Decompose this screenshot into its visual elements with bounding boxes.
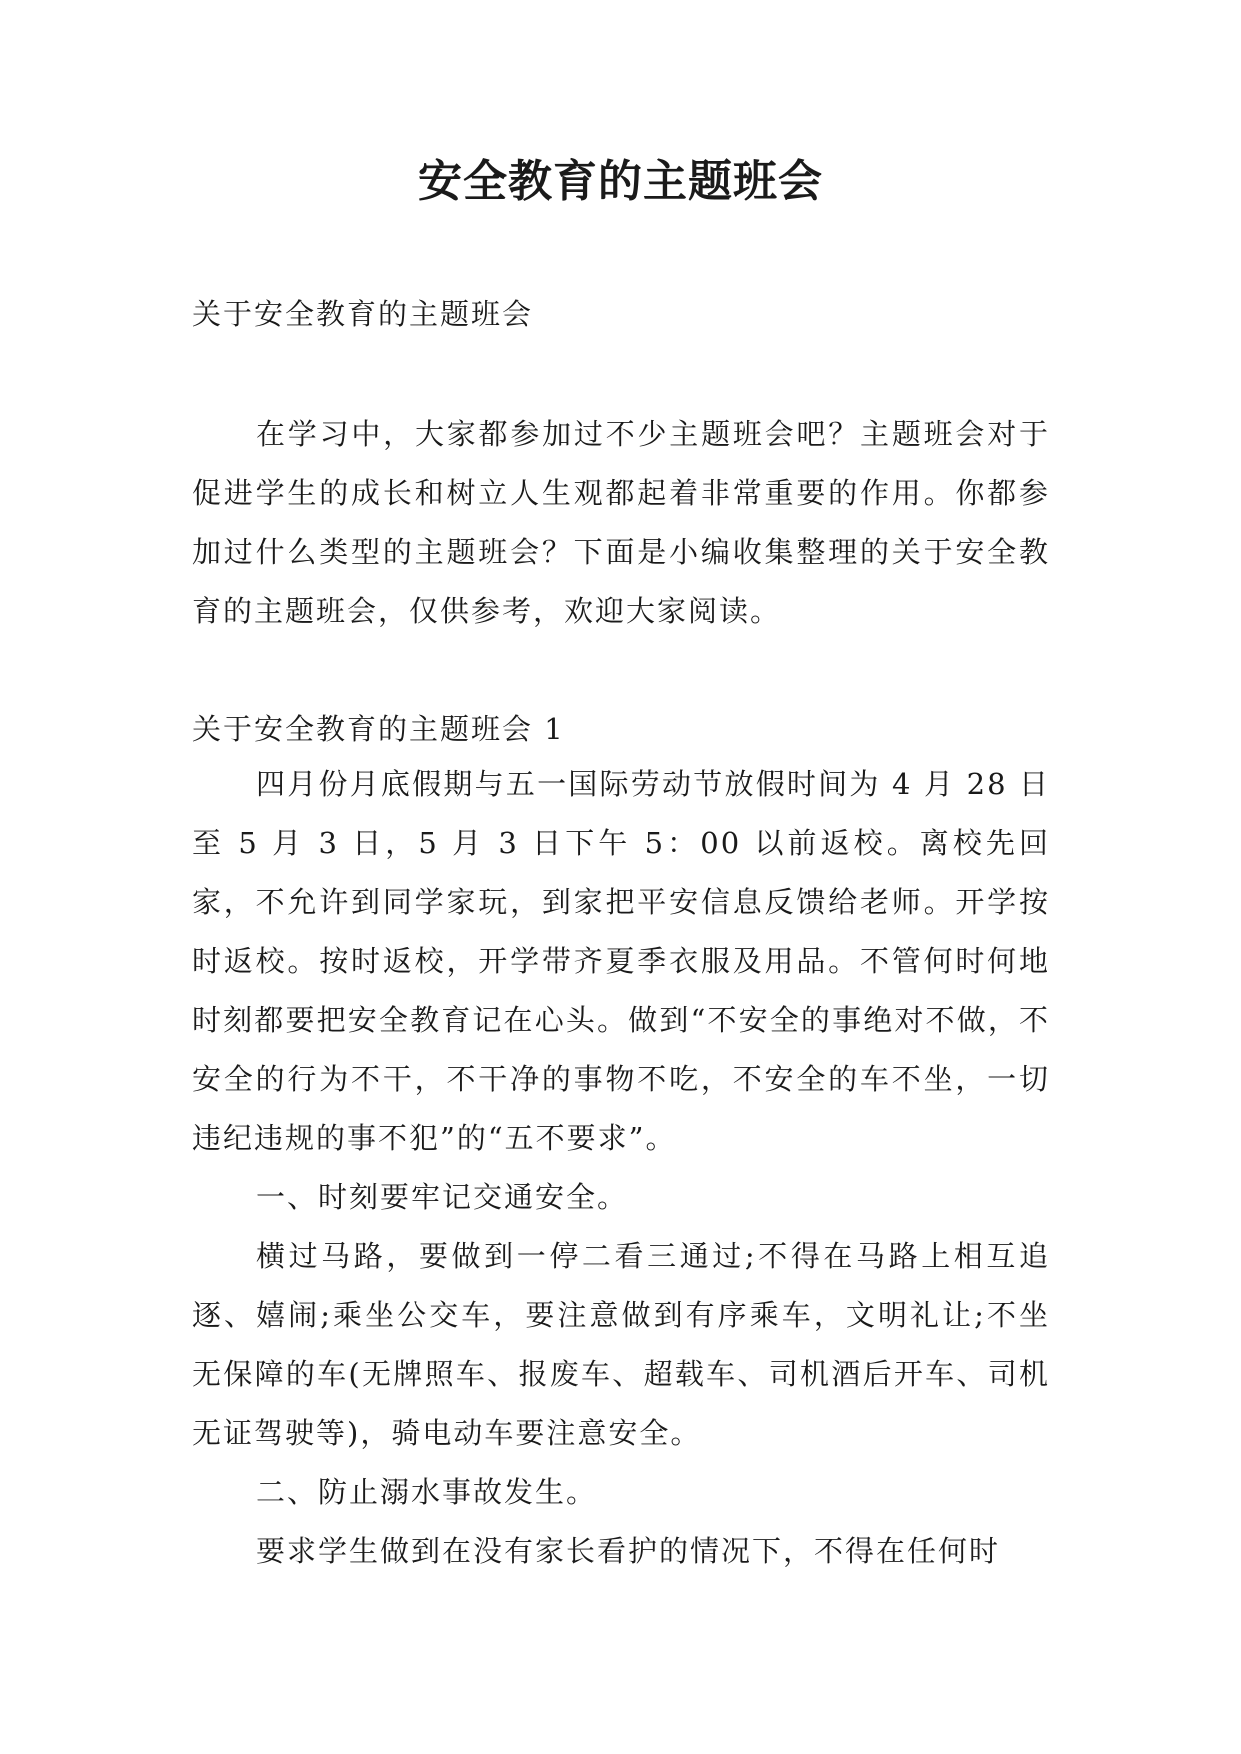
paragraph-drowning-heading: 二、防止溺水事故发生。 (256, 1475, 598, 1509)
section-heading: 关于安全教育的主题班会 1 (192, 712, 565, 746)
paragraph-drowning-rules: 要求学生做到在没有家长看护的情况下，不得在任何时 (256, 1534, 1001, 1568)
intro-paragraph-block (192, 405, 1050, 641)
content-block (192, 755, 1050, 1581)
document-title: 安全教育的主题班会 (418, 156, 823, 207)
document-subtitle: 关于安全教育的主题班会 (192, 297, 534, 331)
paragraph-traffic-rules: 横过马路，要做到一停二看三通过;不得在马路上相互追逐、嬉闹;乘坐公交车，要注意做到有序乘车，文明礼让;不坐无保障的车(无牌照车、报废车、超载车、司机酒后开车、司机无证驾驶等)，骑电动车要注意安全。 (192, 1239, 1050, 1450)
intro-paragraph: 在学习中，大家都参加过不少主题班会吧？主题班会对于促进学生的成长和树立人生观都起着非常重要的作用。你都参加过什么类型的主题班会？下面是小编收集整理的关于安全教育的主题班会，仅供参考，欢迎大家阅读。 (192, 417, 1050, 628)
paragraph-holiday-notice: 四月份月底假期与五一国际劳动节放假时间为 4 月 28 日至 5 月 3 日，5 月 3 日下午 5：00 以前返校。离校先回家，不允许到同学家玩，到家把平安信息反馈给老师。开学按时返校。按时返校，开学带齐夏季衣服及用品。不管何时何地时刻都要把安全教育记在心头。做到“不安全的事绝对不做，不安全的行为不干，不干净的事物不吃，不安全的车不坐，一切违纪违规的事不犯”的“五不要求”。 (192, 767, 1050, 1155)
paragraph-traffic-heading: 一、时刻要牢记交通安全。 (256, 1180, 629, 1214)
